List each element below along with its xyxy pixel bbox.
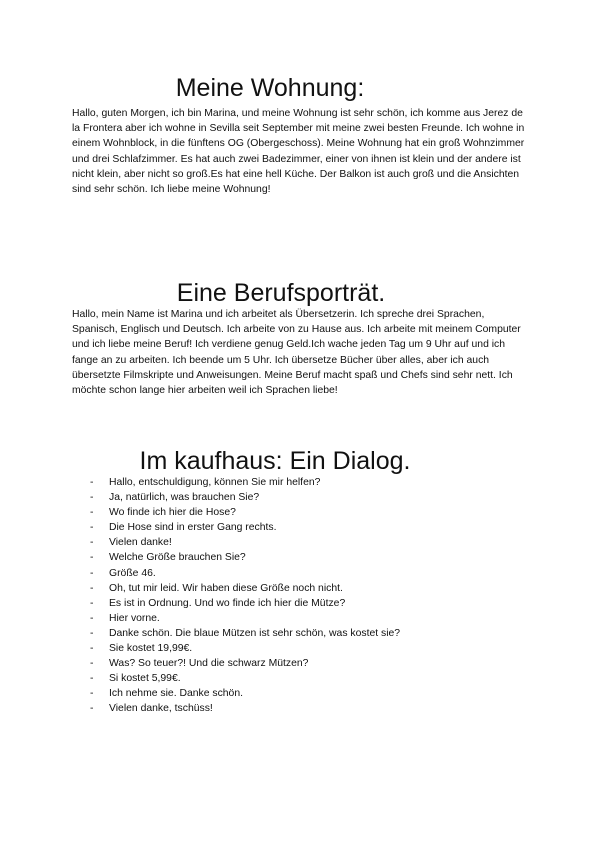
dash-bullet: -	[90, 703, 94, 715]
dialog-line-text: Si kostet 5,99€.	[109, 673, 181, 685]
section-text-berufsportraet: Hallo, mein Name ist Marina und ich arbeitet als Übersetzerin. Ich spreche drei Sprachen, Spanisch, Englisch und Deutsch. Ich arbeite von zu Hause aus. Ich arbeite mit meinem Computer und ich liebe meine Beruf! Ich verdiene genug Geld.Ich wache jeden Tag um 9 Uhr auf und ich fange an zu arbeiten. Ich beende um 5 Uhr. Ich übersetze Bücher über alles, aber ich auch übersetzte Filmskripte und Anweisungen. Meine Beruf macht spaß und Chefs sind sehr nett. Ich möchte schon lange hier arbeiten weil ich Sprachen liebe!	[72, 309, 521, 397]
dialog-list	[90, 475, 510, 717]
dialog-line	[90, 656, 510, 671]
dash-bullet: -	[90, 597, 94, 609]
section-text-wohnung: Hallo, guten Morgen, ich bin Marina, und meine Wohnung ist sehr schön, ich komme aus Jerez de la Frontera aber ich wohne in Sevilla seit September mit meine zwei besten Freunde. Ich wohne in einem Wohnblock, in die fünftens OG (Obergeschoss). Meine Wohnung hat ein groß Wohnzimmer und drei Schlafzimmer. Es hat auch zwei Badezimmer, einer von ihnen ist klein und der andere ist nicht klein, aber nicht so groß.Es hat eine hell Küche. Der Balkon ist auch groß und die Ansichten sind sehr schön. Ich liebe meine Wohnung!	[72, 108, 525, 196]
dash-bullet: -	[90, 567, 94, 579]
section-title-wohnung: Meine Wohnung:	[175, 74, 365, 102]
dash-bullet: -	[90, 643, 94, 655]
dash-bullet: -	[90, 552, 94, 564]
dialog-line	[90, 641, 510, 656]
dialog-line	[90, 505, 510, 520]
dialog-line-text: Danke schön. Die blaue Mützen ist sehr schön, was kostet sie?	[109, 627, 401, 639]
dash-bullet: -	[90, 688, 94, 700]
dialog-line	[90, 581, 510, 596]
dialog-line	[90, 686, 510, 701]
dialog-line-text: Größe 46.	[109, 567, 156, 579]
dash-bullet: -	[90, 507, 94, 519]
dialog-line	[90, 550, 510, 565]
dialog-line	[90, 490, 510, 505]
dash-bullet: -	[90, 492, 94, 504]
dialog-line-text: Wo finde ich hier die Hose?	[109, 507, 236, 519]
dash-bullet: -	[90, 627, 94, 639]
dialog-line-text: Die Hose sind in erster Gang rechts.	[109, 522, 277, 534]
dash-bullet: -	[90, 537, 94, 549]
dialog-line	[90, 520, 510, 535]
dash-bullet: -	[90, 673, 94, 685]
dialog-line-text: Welche Größe brauchen Sie?	[109, 552, 246, 564]
dash-bullet: -	[90, 582, 94, 594]
dialog-line	[90, 671, 510, 686]
dialog-line	[90, 475, 510, 490]
dialog-line-text: Ich nehme sie. Danke schön.	[109, 688, 243, 700]
dialog-line-text: Was? So teuer?! Und die schwarz Mützen?	[109, 658, 309, 670]
dialog-line-text: Ja, natürlich, was brauchen Sie?	[109, 492, 260, 504]
dash-bullet: -	[90, 522, 94, 534]
dialog-line-text: Hallo, entschuldigung, können Sie mir helfen?	[109, 477, 321, 488]
dialog-line	[90, 626, 510, 641]
dash-bullet: -	[90, 477, 94, 488]
dialog-line-text: Es ist in Ordnung. Und wo finde ich hier die Mütze?	[109, 597, 346, 609]
dialog-line	[90, 611, 510, 626]
dialog-line	[90, 701, 510, 716]
dash-bullet: -	[90, 658, 94, 670]
dialog-line-text: Vielen danke!	[109, 537, 172, 549]
section-title-berufsportraet: Eine Berufsporträt.	[176, 279, 386, 307]
dialog-line-text: Sie kostet 19,99€.	[109, 643, 193, 655]
section-title-dialog: Im kaufhaus: Ein Dialog.	[139, 447, 411, 475]
dialog-line-text: Hier vorne.	[109, 612, 160, 624]
dialog-line	[90, 596, 510, 611]
dialog-line-text: Oh, tut mir leid. Wir haben diese Größe noch nicht.	[109, 582, 343, 594]
dash-bullet: -	[90, 612, 94, 624]
dialog-line	[90, 566, 510, 581]
dialog-line	[90, 535, 510, 550]
dialog-line-text: Vielen danke, tschüss!	[109, 703, 213, 715]
